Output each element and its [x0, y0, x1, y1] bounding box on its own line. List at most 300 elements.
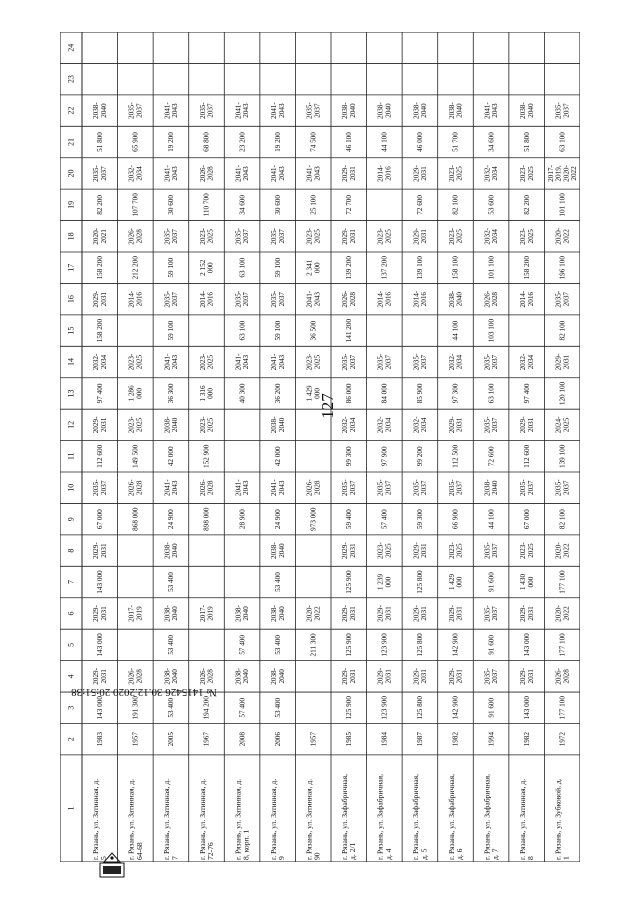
table-cell-text: 1985	[345, 732, 354, 747]
table-cell-text: 2023-2025	[376, 227, 393, 245]
table-cell-text: 868 000	[131, 507, 140, 531]
table-cell-text: 2029-2031	[341, 667, 357, 685]
table-cell-text: 44 100	[451, 320, 460, 341]
table-cell-text: 2017-2019	[127, 605, 144, 622]
table-cell-text: 11	[66, 452, 76, 461]
table-cell-text: 112 600	[522, 444, 531, 468]
table-cell-text: 2023-2025	[447, 542, 464, 559]
table-cell-text: 2035-2037	[269, 290, 286, 308]
table-cell-text: 65 900	[131, 132, 140, 152]
table-cell-text: 2038-2040	[269, 416, 286, 434]
table-cell-text: 51 800	[96, 132, 105, 152]
table-cell-text: 6	[66, 611, 76, 616]
table-cell-text: 1 430000	[518, 573, 535, 591]
table-cell-text: 101 100	[558, 193, 567, 217]
table-cell-text: 2020-2022	[305, 605, 322, 622]
table-cell-text: 2026-2028	[483, 290, 500, 308]
table-cell-text: 2024-2025	[554, 416, 571, 434]
table-cell-text: 2006	[273, 732, 282, 747]
table-cell-text: 2026-2028	[198, 667, 215, 685]
table-cell-text: 2026-2028	[554, 667, 571, 685]
table-cell-text: 44 100	[380, 132, 389, 152]
table-cell-text: 2035-2037	[234, 290, 251, 308]
table-cell-text: 24	[66, 43, 76, 52]
table-cell-text: г. Рязань, ул. Зафабричная,д. 4	[375, 773, 393, 860]
table-cell-text: 53 400	[273, 572, 282, 592]
table-cell-text: 8	[66, 548, 76, 553]
table-cell-text: 2023-2025	[518, 542, 535, 559]
table-cell-text: 53 400	[167, 697, 176, 718]
table-cell-text: 112 500	[451, 444, 460, 468]
table-cell-text: 142 900	[451, 696, 460, 720]
table-cell-text: 125 800	[416, 696, 425, 720]
table-cell-text: 59 400	[345, 509, 354, 530]
table-cell-text: 91 600	[487, 697, 496, 718]
table-cell-text: 898 000	[202, 507, 211, 531]
table-cell-text: 72 700	[345, 194, 354, 215]
table-cell-text: 2029-2031	[341, 165, 357, 182]
table-cell-text: 2035-2037	[341, 479, 357, 497]
table-cell-text: 2035-2037	[163, 227, 180, 245]
table-cell-text: 143 000	[96, 633, 105, 657]
table-cell-text: 2029-2031	[518, 416, 535, 434]
table-cell-text: 2038-2040	[234, 667, 251, 685]
table-cell-text: г. Рязань, ул. Зафабричная,д. 7	[482, 773, 500, 860]
table-cell-text: 2038-2040	[518, 102, 535, 119]
table-cell-text: 19 200	[273, 132, 282, 152]
table-cell-text: 2023-2025	[198, 227, 215, 245]
table-cell-text: 51 800	[522, 132, 531, 152]
table-cell-text: 177 100	[558, 696, 567, 720]
table-cell-text: 2029-2031	[518, 605, 535, 622]
table-cell-text: 137 200	[380, 256, 389, 280]
table-cell-text: 2029-2031	[92, 667, 108, 685]
table-cell-text: 110 700	[202, 193, 211, 217]
table-cell-text: 2023-2025	[447, 227, 464, 245]
table-cell-text: 2029-2031	[412, 227, 429, 245]
table-cell-text: 2038-2040	[412, 102, 429, 119]
table-cell-text: 2029-2031	[341, 227, 357, 245]
table-cell-text: 59 100	[273, 257, 282, 278]
table-cell-text: 59 100	[167, 257, 176, 278]
table-cell-text: 1 316000	[198, 385, 215, 402]
table-frame	[60, 32, 580, 867]
table-cell-text: 2032-2034	[127, 165, 144, 182]
table-cell-text: 2029-2031	[447, 416, 464, 434]
table-cell-text: 125 800	[416, 633, 425, 657]
table-cell-text: 72 600	[416, 194, 425, 215]
table-cell-text: 2014-2016	[376, 165, 393, 182]
table-cell-text: 2035-2037	[447, 479, 464, 497]
table-cell-text: 2026-2028	[127, 667, 144, 685]
table-cell-text: 2035-2037	[198, 102, 215, 119]
table-cell-text: 143 000	[522, 696, 531, 720]
table-cell-text: 63 100	[238, 257, 247, 278]
table-cell-text: 30 600	[167, 194, 176, 215]
table-cell-text: 46 100	[345, 132, 354, 152]
table-cell-text: 2005	[167, 732, 176, 747]
table-cell-text: 2032-2034	[518, 353, 535, 371]
table-cell-text: 2032-2034	[412, 416, 429, 434]
table-cell-text: 1983	[96, 732, 105, 747]
table-cell-text: 1	[66, 806, 76, 811]
table-cell-text: 2023-2025	[518, 227, 535, 245]
table-cell-text: 2029-2031	[341, 605, 357, 622]
table-cell-text: 2035-2037	[305, 102, 322, 119]
table-cell-text: 2038-2040	[269, 667, 286, 685]
table-cell-text: 10	[66, 483, 76, 492]
table-cell-text: 123 900	[380, 633, 389, 657]
table-cell-text: 2032-2034	[341, 416, 357, 434]
table-cell-text: 82 100	[558, 320, 567, 341]
table-cell-text: 2035-2037	[554, 479, 571, 497]
table-cell-text: 9	[66, 517, 76, 522]
table-cell-text: 1982	[451, 732, 460, 747]
table-cell-text: 2026-2028	[198, 165, 215, 182]
table-cell-text: 2017-2019,2020-2022	[546, 165, 579, 182]
table-cell-text: 36 500	[309, 320, 318, 341]
table-cell-text: 2038-2040	[376, 102, 393, 119]
table-cell-text: г. Рязань, ул. Затинная, д.5	[91, 778, 109, 860]
rotated-table	[60, 32, 580, 862]
table-cell-text: 97 300	[451, 383, 460, 404]
table-cell-text: 14	[66, 358, 76, 367]
table-cell-text: 177 100	[558, 570, 567, 594]
table-cell-text: 2032-2034	[483, 227, 500, 245]
registration-stamp	[57, 677, 217, 707]
table-cell-text: 2038-2040	[483, 479, 500, 497]
table-cell-text: 7	[66, 580, 76, 585]
table-cell-text: 2035-2037	[376, 479, 393, 497]
table-cell-text: 2032-2034	[447, 353, 464, 371]
table-cell-text: 2023-2025	[198, 353, 215, 371]
table-cell-text: 2041-2043	[305, 165, 322, 182]
table-cell-text: 2026-2028	[341, 290, 357, 308]
table-cell-text: 63 100	[238, 320, 247, 341]
table-cell-text: 57 400	[238, 635, 247, 655]
table-cell-text: 2041-2043	[269, 479, 286, 497]
table-cell-text: 2035-2037	[483, 353, 500, 371]
table-cell-text: 2029-2031	[341, 542, 357, 559]
table-cell-text: 85 900	[416, 383, 425, 404]
table-cell-text: 2041-2043	[269, 165, 286, 182]
table-cell-text: 2014-2016	[412, 290, 429, 308]
table-cell-text: 1 429000	[305, 385, 322, 402]
table-cell-text: 59 100	[273, 320, 282, 341]
table-cell-text: 2014-2016	[376, 290, 393, 308]
table-cell-text: 2038-2040	[341, 102, 357, 119]
table-cell-text: 2026-2028	[305, 479, 322, 497]
table-cell-text: 2020-2022	[554, 227, 571, 245]
table-cell-text: г. Рязань, ул. Затинная, д.64-68	[126, 778, 144, 860]
table-cell-text: 2029-2031	[92, 605, 108, 622]
table-cell-text: г. Рязань, ул. Затинная, д.7	[162, 778, 180, 860]
table-cell-text: 2	[66, 737, 76, 742]
table-cell-text: 2029-2031	[92, 416, 108, 434]
table-cell-text: 2035-2037	[412, 353, 429, 371]
table-cell-text: 2041-2043	[163, 102, 180, 119]
table-cell-text: 2035-2037	[92, 479, 108, 497]
table-cell-text: 46 000	[416, 132, 425, 152]
table-cell-text: г. Рязань, ул. Затинная, д.9	[268, 778, 287, 860]
table-cell-text: 2041-2043	[163, 353, 180, 371]
table-cell-text: г. Рязань, ул. Зафабричная,д. 2/1	[340, 773, 358, 860]
table-cell-text: 2 152000	[198, 259, 215, 276]
table-cell-text: 2032-2034	[376, 416, 393, 434]
table-cell-text: 82 200	[96, 194, 105, 215]
table-cell-text: 212 200	[131, 256, 140, 280]
table-cell-text: 36 300	[167, 383, 176, 404]
table-cell-text: 2029-2031	[92, 290, 108, 308]
table-cell-text: 2020-2022	[554, 605, 571, 622]
table-cell-text: 53 400	[273, 635, 282, 655]
table-cell-text: 2035-2037	[412, 479, 429, 497]
table-cell-text: г. Рязань, ул. Затинная, д.90	[304, 778, 322, 860]
table-cell-text: 51 700	[451, 132, 460, 152]
table-cell-text: 97 900	[380, 446, 389, 467]
table-cell-text: 86 000	[345, 383, 354, 404]
table-cell-text: 194 200	[202, 696, 211, 720]
table-cell-text: 97 400	[96, 383, 105, 404]
table-cell-text: 25 100	[309, 194, 318, 215]
table-cell-text: 139 100	[416, 256, 425, 280]
seal-icon	[99, 850, 125, 880]
table-cell-text: 59 100	[167, 320, 176, 341]
table-cell-text: г. Рязань, ул. Затинная, д.72-76	[197, 778, 215, 860]
table-cell-text: 120 100	[558, 381, 567, 406]
table-cell-text: 158 200	[96, 256, 105, 280]
table-cell-text: 19	[66, 200, 76, 209]
table-cell-text: 2038-2040	[447, 102, 464, 119]
table-cell-text: 2035-2037	[376, 353, 393, 371]
table-cell-text: 22	[66, 106, 76, 115]
table-cell-text: 2 341000	[305, 259, 322, 276]
table-cell-text: 196 100	[558, 256, 567, 280]
table-cell-text: 67 000	[522, 509, 531, 530]
table-cell-text: 28 900	[238, 509, 247, 530]
table-cell-text: 2035-2037	[234, 227, 251, 245]
table-cell-text: 2029-2031	[412, 542, 429, 559]
table-cell-text: 91 600	[487, 635, 496, 655]
table-cell-text: 2032-2034	[483, 165, 500, 182]
table-cell-text: 2041-2043	[234, 479, 251, 497]
table-cell-text: 143 000	[522, 633, 531, 657]
table-cell-text: 19 200	[167, 132, 176, 152]
table-cell-text: 2041-2043	[305, 290, 322, 308]
table-cell-text: 3	[66, 705, 76, 710]
table-cell-text: 2038-2040	[163, 416, 180, 434]
table-cell-text: 103 100	[487, 318, 496, 343]
table-cell-text: 53 400	[273, 697, 282, 718]
table-cell-text: 2023-2025	[198, 416, 215, 434]
table-cell-text: 53 600	[487, 194, 496, 215]
table-cell-text: 149 500	[131, 444, 140, 468]
table-cell-text: 2020-2021	[92, 227, 108, 245]
table-cell-text: 125 900	[345, 696, 354, 720]
table-cell-text: 63 100	[487, 383, 496, 404]
table-cell-text: 2035-2037	[483, 416, 500, 434]
table-cell-text: г. Рязань, ул. Зафабричная,д. 5	[411, 773, 429, 860]
table-cell-text: 34 600	[487, 132, 496, 152]
table-cell-text: 2014-2016	[127, 290, 144, 308]
table-cell-text: 2023-2025	[305, 227, 322, 245]
table-cell-text: 2026-2028	[127, 227, 144, 245]
table-cell-text: 21	[66, 138, 76, 147]
table-cell-text: 2038-2040	[163, 605, 180, 622]
table-cell-text: 2023-2025	[376, 542, 393, 559]
table-cell-text: 15	[66, 326, 76, 335]
table-cell-text: г. Рязань, ул. Затинная, д.8	[517, 778, 536, 860]
table-cell-text: 2029-2031	[447, 667, 464, 685]
table-cell-text: 17	[66, 263, 76, 272]
table-cell-text: 23 200	[238, 132, 247, 152]
table-cell-text: 2038-2040	[269, 605, 286, 622]
table-cell-text: 2035-2037	[92, 165, 108, 182]
table-cell-text: 2023-2025	[127, 416, 144, 434]
table-cell-text: 99 300	[345, 446, 354, 467]
table-cell-text: 125 900	[345, 570, 354, 594]
table-cell-text: 142 900	[451, 633, 460, 657]
table-cell-text: 2035-2037	[483, 667, 500, 685]
table-cell-text: 139 100	[558, 444, 567, 468]
table-cell-text: 57 400	[380, 509, 389, 530]
table-cell-text: 57 400	[238, 697, 247, 718]
table-cell-text: 2038-2040	[447, 290, 464, 308]
table-cell-text: 2041-2043	[269, 102, 286, 119]
table-cell-text: 1957	[309, 732, 318, 747]
table-cell-text: 24 900	[167, 509, 176, 530]
table-cell-text: 123 900	[380, 696, 389, 720]
table-cell-text: 67 000	[96, 509, 105, 530]
table-cell-text: 2029-2031	[412, 165, 429, 182]
table-cell-text: 158 200	[96, 318, 105, 343]
page-number: 127	[318, 393, 337, 419]
table-cell-text: 2038-2040	[163, 667, 180, 685]
table-cell-text: 177 100	[558, 633, 567, 657]
table-cell-text: 973 000	[309, 507, 318, 531]
table-cell-text: 2035-2037	[269, 227, 286, 245]
table-cell-text: 2035-2037	[483, 542, 500, 559]
table-cell-text: 84 000	[380, 383, 389, 404]
table-cell-text: 1994	[487, 732, 496, 747]
table-cell-text: 72 600	[487, 446, 496, 467]
table-cell-text: 2041-2043	[234, 102, 251, 119]
table-cell-text: 59 300	[416, 509, 425, 530]
table-cell-text: 2020-2022	[554, 542, 571, 559]
table-cell-text: 152 900	[202, 444, 211, 468]
table-cell-text: 66 900	[451, 509, 460, 530]
table-cell-text: 30 600	[273, 194, 282, 215]
table-cell-text: 1957	[131, 732, 140, 747]
table-cell-text: 1 239000	[376, 573, 393, 591]
table-cell-text: г. Рязань, ул. Затинная, д.8, корп. 1	[233, 778, 251, 860]
table-cell-text: 34 600	[238, 194, 247, 215]
table-cell-text: 2041-2043	[234, 353, 251, 371]
table-cell-text: 141 200	[345, 318, 354, 343]
table-cell-text: 2038-2040	[92, 102, 108, 119]
table-cell-text: 2041-2043	[234, 165, 251, 182]
table-cell-text: 2014-2016	[198, 290, 215, 308]
table-cell-text: 2023-2025	[447, 165, 464, 182]
table-cell-text: 44 100	[487, 509, 496, 530]
table-cell-text: 125 800	[416, 570, 425, 594]
table-cell-text: 23	[66, 75, 76, 84]
table-cell-text: г. Рязань, ул. Зубковой, д.1	[553, 778, 571, 860]
table-cell-text: 2029-2031	[554, 353, 571, 371]
table-cell-text: 2041-2043	[163, 165, 180, 182]
table-cell-text: 101 100	[487, 256, 496, 280]
table-cell-text: 2029-2031	[92, 542, 108, 559]
table-cell-text: 2035-2037	[518, 479, 535, 497]
table-cell-text: 112 600	[96, 444, 105, 468]
table-cell-text: 2026-2028	[198, 479, 215, 497]
table-cell-text: 2029-2031	[447, 605, 464, 622]
table-cell-text: 5	[66, 642, 76, 647]
table-cell-text: 158 100	[451, 256, 460, 280]
table-cell-text: 1972	[558, 732, 567, 747]
table-cell-text: 82 200	[522, 194, 531, 215]
table-cell-text: 2041-2043	[269, 353, 286, 371]
table-cell-text: 2023-2025	[305, 353, 322, 371]
table-cell-text: 2035-2037	[127, 102, 144, 119]
table-cell-text: 18	[66, 232, 76, 241]
table-cell-text: 2008	[238, 732, 247, 747]
table-cell-text: 99 200	[416, 446, 425, 467]
table-cell-text: 53 400	[167, 572, 176, 592]
table-cell-text: 2035-2037	[341, 353, 357, 371]
table-cell-text: 143 000	[96, 570, 105, 594]
table-cell-text: 2041-2043	[163, 479, 180, 497]
table-cell-text: 16	[66, 295, 76, 304]
table-cell-text: 2029-2031	[412, 605, 429, 622]
table-cell-text: 1984	[380, 732, 389, 747]
table-cell-text: 1982	[522, 732, 531, 747]
table-cell-text: 2029-2031	[376, 605, 393, 622]
table-cell-text: 1 429000	[447, 573, 464, 591]
table-cell-text: 24 900	[273, 509, 282, 530]
table-cell-text: 2032-2034	[92, 353, 108, 371]
table-cell-text: 158 200	[522, 256, 531, 280]
table-cell-text: 4	[66, 674, 76, 679]
table-cell-text: 143 000	[96, 696, 105, 720]
table-cell-text: 2038-2040	[269, 542, 286, 559]
table-cell-text: 2029-2031	[412, 667, 429, 685]
table-cell-text: 2017-2019	[198, 605, 215, 622]
table-cell-text: 2035-2037	[163, 290, 180, 308]
table-cell-text: 2038-2040	[163, 542, 180, 559]
table-cell-text: 82 100	[558, 509, 567, 530]
table-cell-text: 40 300	[238, 383, 247, 404]
table-cell-text: 1 286000	[127, 385, 144, 402]
table-cell-text: 2023-2025	[518, 165, 535, 182]
table-cell-text: 53 400	[167, 635, 176, 655]
stamp-text: № 1415426 30.12.2020 20:51:38	[71, 686, 217, 698]
table-cell-text: 36 200	[273, 383, 282, 404]
table-cell-text: 2035-2037	[554, 290, 571, 308]
table-cell-text: 125 900	[345, 633, 354, 657]
table-cell-text: 211 300	[309, 633, 318, 657]
table-cell-text: 139 200	[345, 256, 354, 280]
table-cell-text: 2035-2037	[483, 605, 500, 622]
table-cell-text: 74 500	[309, 132, 318, 152]
table-cell-text: 42 000	[167, 446, 176, 467]
table-cell-text: 97 400	[522, 383, 531, 404]
table-cell-text: 2041-2043	[483, 102, 500, 119]
table-cell-text: 1987	[416, 732, 425, 747]
table-cell-text: 191 300	[131, 696, 140, 720]
table-cell-text: г. Рязань, ул. Зафабричная,д. 6	[446, 773, 464, 860]
table-cell-text: 2026-2028	[127, 479, 144, 497]
